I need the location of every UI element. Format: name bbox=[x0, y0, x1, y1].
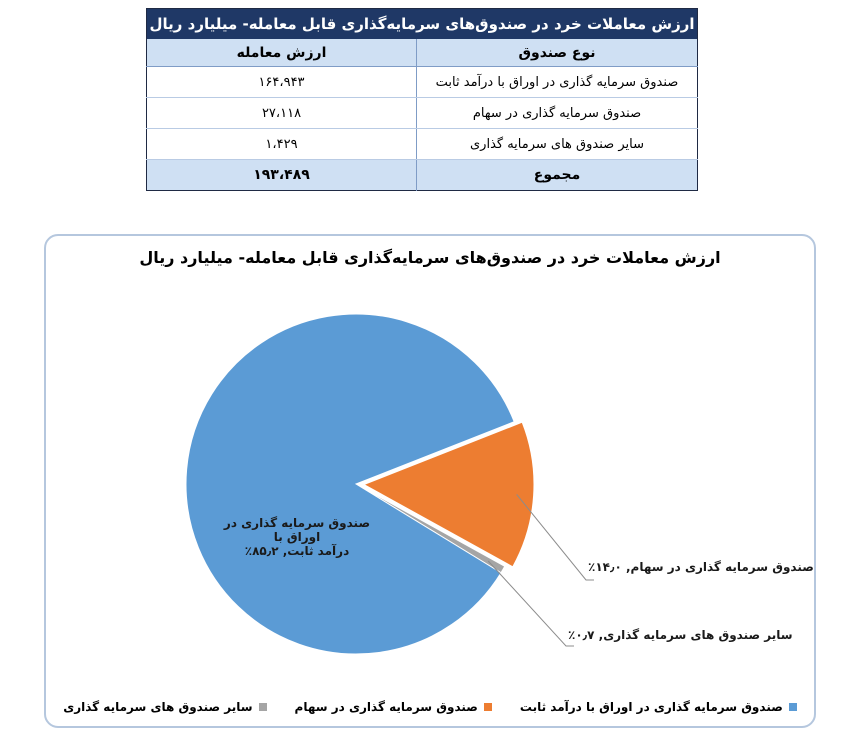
table-row bbox=[147, 129, 698, 160]
legend-item-fixed-income bbox=[520, 700, 797, 714]
table-row bbox=[147, 98, 698, 129]
table-header-row bbox=[147, 39, 698, 67]
legend-swatch bbox=[259, 703, 267, 711]
legend-label: صندوق سرمایه گذاری در اوراق با درآمد ثابت bbox=[519, 700, 783, 714]
chart-card bbox=[44, 234, 816, 728]
cell-fund-type: سایر صندوق های سرمایه گذاری bbox=[417, 129, 698, 160]
chart-legend bbox=[46, 700, 814, 714]
legend-item-other bbox=[63, 700, 266, 714]
legend-item-equity bbox=[295, 700, 492, 714]
data-label-line: صندوق سرمایه گذاری در سهام, ۱۴٫۰٪ bbox=[588, 560, 814, 574]
total-label: مجموع bbox=[417, 160, 698, 191]
header-value: ارزش معامله bbox=[147, 39, 417, 67]
data-label-line: درآمد ثابت, ۸۵٫۲٪ bbox=[244, 544, 350, 558]
data-label-line: سایر صندوق های سرمایه گذاری, ۰٫۷٪ bbox=[568, 628, 793, 642]
table-title: ارزش معاملات خرد در صندوق‌های سرمایه‌گذاری قابل معامله- میلیارد ریال bbox=[147, 9, 698, 40]
cell-value: ۱،۴۲۹ bbox=[147, 129, 417, 160]
leader-line-other bbox=[488, 561, 574, 646]
cell-value: ۲۷،۱۱۸ bbox=[147, 98, 417, 129]
data-label-fixed-income bbox=[222, 516, 372, 558]
total-value: ۱۹۳،۴۸۹ bbox=[147, 160, 417, 191]
legend-swatch bbox=[789, 703, 797, 711]
legend-label: سایر صندوق های سرمایه گذاری bbox=[63, 700, 253, 714]
cell-value: ۱۶۴،۹۴۳ bbox=[147, 67, 417, 98]
funds-table bbox=[146, 8, 698, 191]
cell-fund-type: صندوق سرمایه گذاری در اوراق با درآمد ثابت bbox=[417, 67, 698, 98]
header-fund-type: نوع صندوق bbox=[417, 39, 698, 67]
data-label-line: صندوق سرمایه گذاری در اوراق با bbox=[223, 516, 371, 544]
table-row bbox=[147, 67, 698, 98]
data-label-equity bbox=[588, 560, 814, 574]
table-total-row bbox=[147, 160, 698, 191]
cell-fund-type: صندوق سرمایه گذاری در سهام bbox=[417, 98, 698, 129]
chart-title: ارزش معاملات خرد در صندوق‌های سرمایه‌گذاری قابل معامله- میلیارد ریال bbox=[139, 248, 721, 267]
data-label-other bbox=[568, 628, 793, 642]
pie-chart bbox=[46, 236, 818, 730]
legend-swatch bbox=[484, 703, 492, 711]
legend-label: صندوق سرمایه گذاری در سهام bbox=[294, 700, 478, 714]
table-title-row bbox=[147, 9, 698, 40]
